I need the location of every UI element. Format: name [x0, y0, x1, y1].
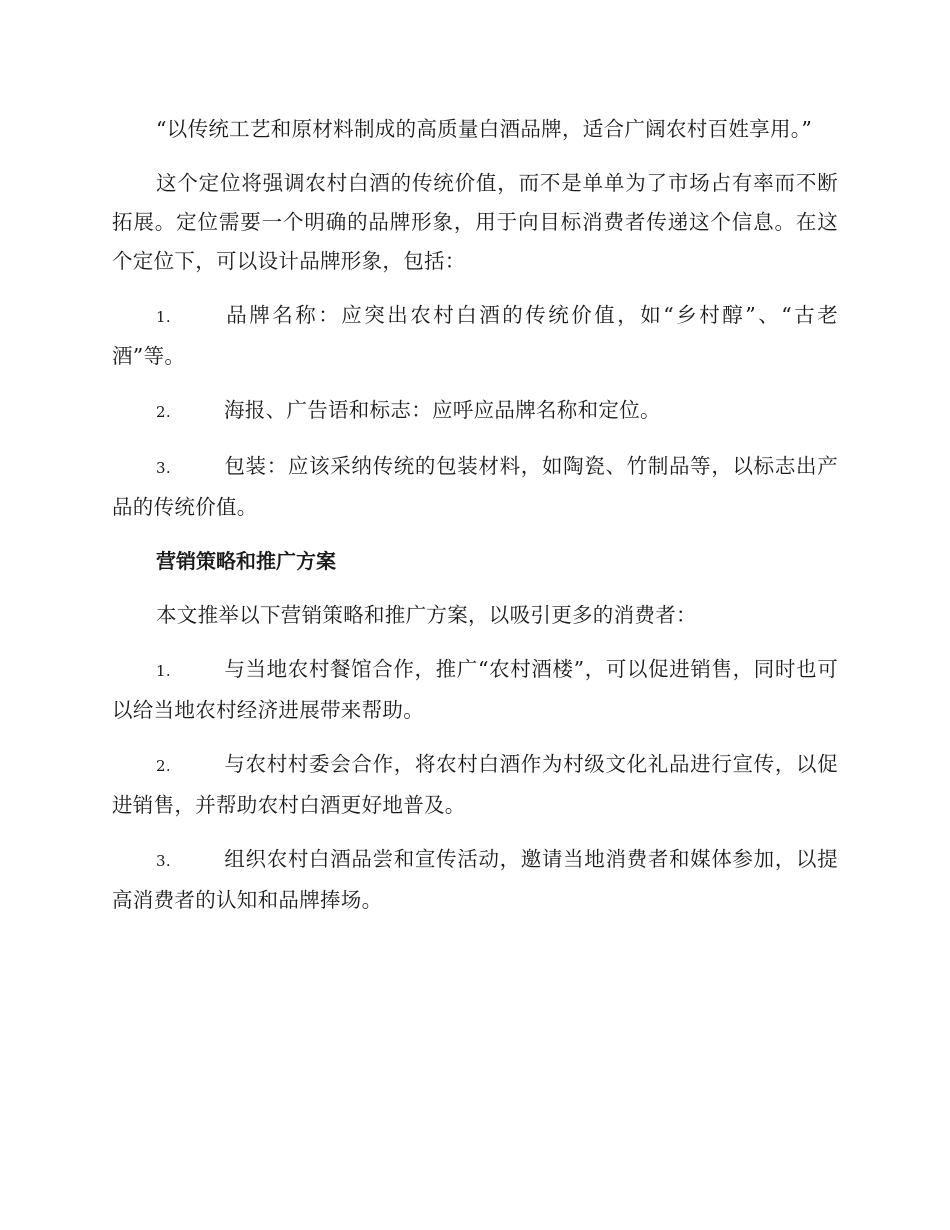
- list-item-text: 包装：应该采纳传统的包装材料，如陶瓷、竹制品等，以标志出产品的传统价值。: [112, 454, 838, 519]
- list-item: [112, 650, 838, 730]
- list-item-number: 3.: [156, 459, 171, 477]
- intro-quote: “以传统工艺和原材料制成的高质量白酒品牌，适合广阔农村百姓享用。”: [156, 117, 813, 141]
- list-item-text: 品牌名称：应突出农村白酒的传统价值，如“乡村醇”、“古老酒”等。: [112, 303, 838, 368]
- list-item: [112, 391, 838, 432]
- list-item-text: 与当地农村餐馆合作，推广“农村酒楼”，可以促进销售，同时也可以给当地农村经济进展带来帮助。: [112, 657, 838, 722]
- list-item-text: 海报、广告语和标志：应呼应品牌名称和定位。: [224, 398, 661, 422]
- document-page: [112, 110, 838, 935]
- brand-list: [112, 296, 838, 527]
- list-item: [112, 840, 838, 920]
- list-item-number: 3.: [156, 852, 171, 870]
- list-item-number: 2.: [156, 757, 171, 775]
- list-item: [112, 745, 838, 825]
- list-item-number: 1.: [156, 662, 171, 680]
- positioning-paragraph: 这个定位将强调农村白酒的传统价值，而不是单单为了市场占有率而不断拓展。定位需要一个明确的品牌形象，用于向目标消费者传递这个信息。在这个定位下，可以设计品牌形象，包括：: [112, 171, 838, 273]
- section-intro: 本文推举以下营销策略和推广方案，以吸引更多的消费者：: [156, 603, 697, 627]
- list-item-number: 1.: [156, 308, 171, 326]
- list-item: [112, 296, 838, 376]
- list-item: [112, 447, 838, 527]
- list-item-text: 与农村村委会合作，将农村白酒作为村级文化礼品进行宣传，以促进销售，并帮助农村白酒更好地普及。: [112, 752, 838, 817]
- list-item-text: 组织农村白酒品尝和宣传活动，邀请当地消费者和媒体参加，以提高消费者的认知和品牌捧场。: [112, 847, 838, 912]
- list-item-number: 2.: [156, 403, 171, 421]
- marketing-list: [112, 650, 838, 920]
- section-heading: 营销策略和推广方案: [156, 549, 336, 573]
